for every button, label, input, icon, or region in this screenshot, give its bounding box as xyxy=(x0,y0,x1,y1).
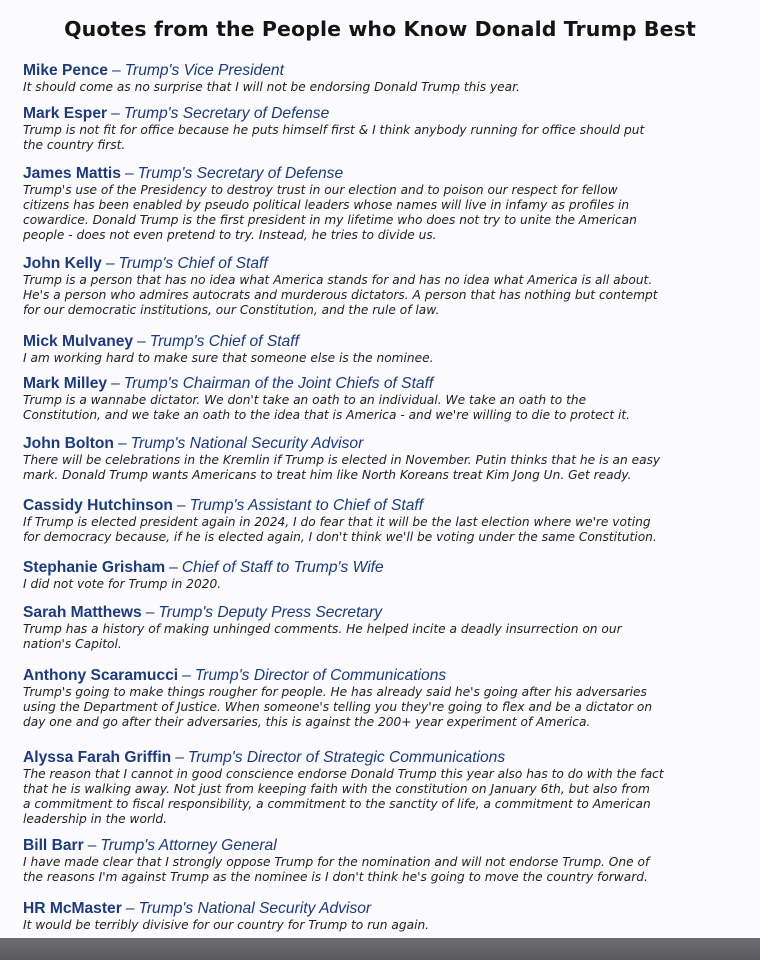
person-name: John Kelly xyxy=(23,255,102,272)
separator-dash: – xyxy=(117,435,127,452)
quote-entry xyxy=(23,61,745,95)
quote-header xyxy=(23,666,745,685)
quote-line: It should come as no surprise that I will not be endorsing Donald Trump this year. xyxy=(23,80,520,94)
quote-header xyxy=(23,496,745,515)
quote-entry xyxy=(23,558,745,592)
person-name: Stephanie Grisham xyxy=(23,559,166,576)
quote-line: the reasons I'm against Trump as the nominee is I don't think he's going to move the country forward. xyxy=(23,870,648,885)
person-role: Trump's Secretary of Defense xyxy=(123,105,330,122)
quote-line: Constitution, and we take an oath to the idea that is America - and we're willing to die to protect it. xyxy=(23,408,631,423)
person-name: Anthony Scaramucci xyxy=(23,667,179,684)
quote-entry xyxy=(23,666,745,730)
quote-line: I am working hard to make sure that someone else is the nominee. xyxy=(23,351,434,365)
quote-header xyxy=(23,164,745,183)
person-role: Trump's Director of Communications xyxy=(194,667,447,684)
separator-dash: – xyxy=(105,255,115,272)
person-name: HR McMaster xyxy=(23,900,122,917)
person-role: Trump's Chief of Staff xyxy=(149,333,299,350)
bottom-bar xyxy=(0,938,760,960)
quote-line: using the Department of Justice. When someone's telling you they're going to flex and be a dictator on xyxy=(23,700,653,715)
separator-dash: – xyxy=(145,604,155,621)
quote-header xyxy=(23,104,745,123)
person-role: Trump's Secretary of Defense xyxy=(137,165,344,182)
person-name: James Mattis xyxy=(23,165,121,182)
quote-line: Trump's use of the Presidency to destroy trust in our election and to poison our respect for fellow xyxy=(23,183,618,197)
quote-line: a commitment to fiscal responsibility, a commitment to the sanctity of life, a commitment to American xyxy=(23,797,651,812)
person-role: Trump's National Security Advisor xyxy=(130,435,364,452)
quote-line: Trump is not fit for office because he puts himself first & I think anybody running for office should put xyxy=(23,123,645,137)
quote-header xyxy=(23,748,745,767)
person-role: Trump's Assistant to Chief of Staff xyxy=(189,497,424,514)
quote-entry xyxy=(23,748,745,827)
quote-header xyxy=(23,332,745,351)
quote-line: It would be terribly divisive for our country for Trump to run again. xyxy=(23,918,430,932)
quote-entry xyxy=(23,164,745,243)
separator-dash: – xyxy=(175,749,184,766)
person-name: Cassidy Hutchinson xyxy=(23,497,173,514)
person-name: Mark Esper xyxy=(23,105,108,122)
person-role: Trump's Vice President xyxy=(124,62,284,79)
person-name: Mark Milley xyxy=(23,375,108,392)
separator-dash: – xyxy=(137,333,146,350)
quote-line: mark. Donald Trump wants Americans to treat him like North Koreans treat Kim Jong Un. Get ready. xyxy=(23,468,632,483)
quote-line: leadership in the world. xyxy=(23,812,167,827)
quote-header xyxy=(23,899,745,918)
quote-header xyxy=(23,603,745,622)
quote-line: Trump is a wannabe dictator. We don't take an oath to an individual. We take an oath to the xyxy=(23,393,587,407)
quote-line: I did not vote for Trump in 2020. xyxy=(23,577,222,591)
quote-line: people - does not even pretend to try. Instead, he tries to divide us. xyxy=(23,228,437,243)
quote-entry xyxy=(23,899,745,933)
quote-entry xyxy=(23,104,745,153)
quote-header xyxy=(23,254,745,273)
person-name: Mike Pence xyxy=(23,62,108,79)
person-role: Trump's Deputy Press Secretary xyxy=(158,604,383,621)
separator-dash: – xyxy=(124,165,134,182)
quote-line: citizens has been enabled by pseudo political leaders whose names will live in infamy as profiles in xyxy=(23,198,630,213)
quote-line: If Trump is elected president again in 2024, I do fear that it will be the last election where we're voting xyxy=(23,515,651,529)
separator-dash: – xyxy=(169,559,178,576)
quote-header xyxy=(23,434,745,453)
quote-line: The reason that I cannot in good conscience endorse Donald Trump this year also has to do with the fact xyxy=(23,767,664,781)
quote-entry xyxy=(23,434,745,483)
quote-header xyxy=(23,61,745,80)
quote-line: Trump's going to make things rougher for people. He has already said he's going after his adversaries xyxy=(23,685,647,699)
person-name: Mick Mulvaney xyxy=(23,333,134,350)
person-name: John Bolton xyxy=(23,435,114,452)
separator-dash: – xyxy=(176,497,186,514)
quote-line: cowardice. Donald Trump is the first president in my lifetime who does not try to unite the American xyxy=(23,213,637,228)
quote-entry xyxy=(23,836,745,885)
separator-dash: – xyxy=(182,667,191,684)
quote-header xyxy=(23,836,745,855)
quote-line: He's a person who admires autocrats and murderous dictators. A person that has nothing but contempt xyxy=(23,288,658,303)
separator-dash: – xyxy=(87,837,97,854)
quote-entry xyxy=(23,254,745,318)
person-role: Chief of Staff to Trump's Wife xyxy=(181,559,384,576)
quote-line: I have made clear that I strongly oppose Trump for the nomination and will not endorse Trump. One of xyxy=(23,855,650,869)
quote-entry xyxy=(23,374,745,423)
quote-header xyxy=(23,374,745,393)
quote-line: the country first. xyxy=(23,138,126,153)
person-role: Trump's Director of Strategic Communications xyxy=(187,749,506,766)
person-role: Trump's Chairman of the Joint Chiefs of Staff xyxy=(123,375,434,392)
quote-line: for democracy because, if he is elected again, I don't think we'll be voting under the same Constitution. xyxy=(23,530,657,545)
quote-line: that he is walking away. Not just from keeping faith with the constitution on January 6th, but also from xyxy=(23,782,650,797)
quote-line: for our democratic institutions, our Constitution, and the rule of law. xyxy=(23,303,440,318)
quote-entry xyxy=(23,496,745,545)
quote-entry xyxy=(23,332,745,366)
person-role: Trump's Chief of Staff xyxy=(118,255,268,272)
separator-dash: – xyxy=(111,62,121,79)
person-name: Alyssa Farah Griffin xyxy=(23,749,172,766)
quote-entry xyxy=(23,603,745,652)
person-name: Sarah Matthews xyxy=(23,604,142,621)
page-title: Quotes from the People who Know Donald Trump Best xyxy=(64,17,696,41)
quote-line: Trump is a person that has no idea what America stands for and has no idea what America is all about. xyxy=(23,273,653,287)
separator-dash: – xyxy=(111,375,120,392)
separator-dash: – xyxy=(125,900,135,917)
person-name: Bill Barr xyxy=(23,837,84,854)
quote-line: day one and go after their adversaries, this is against the 200+ year experiment of America. xyxy=(23,715,591,730)
person-role: Trump's Attorney General xyxy=(100,837,277,854)
quote-line: There will be celebrations in the Kremlin if Trump is elected in November. Putin thinks that he is an easy xyxy=(23,453,661,467)
person-role: Trump's National Security Advisor xyxy=(138,900,372,917)
quote-header xyxy=(23,558,745,577)
separator-dash: – xyxy=(111,105,120,122)
quote-line: Trump has a history of making unhinged comments. He helped incite a deadly insurrection on our xyxy=(23,622,622,636)
quote-line: nation's Capitol. xyxy=(23,637,122,652)
